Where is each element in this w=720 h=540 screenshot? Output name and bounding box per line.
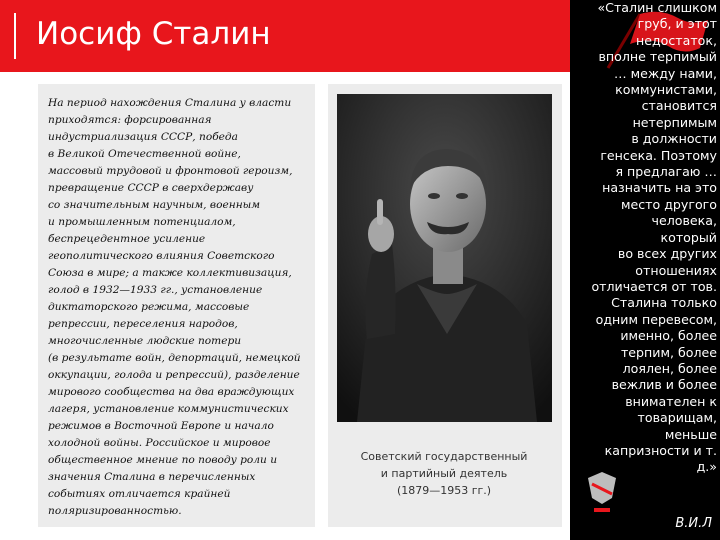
- banner-divider: [14, 13, 16, 59]
- quote-line: недостаток,: [635, 32, 717, 48]
- quote-line: назначить на это: [602, 180, 717, 196]
- bio-line: и промышленным потенциалом,: [48, 216, 236, 228]
- quote-line: становится: [641, 98, 717, 114]
- bio-line: в Великой Отечественной войне,: [48, 148, 241, 160]
- bio-text: [48, 95, 313, 520]
- caption-line: (1879—1953 гг.): [396, 484, 492, 497]
- bio-line: оккупации, голода и репрессий), разделение: [48, 369, 300, 381]
- bio-line: голод в 1932—1933 гг., установление: [48, 284, 263, 296]
- quote-line: человека,: [651, 213, 717, 229]
- quote-line: именно, более: [620, 328, 717, 344]
- quote-line: … между нами,: [614, 65, 717, 81]
- caption-line: и партийный деятель: [380, 467, 508, 480]
- bio-line: мирового сообщества на два враждующих: [48, 386, 295, 398]
- bio-line: приходятся: форсированная: [48, 114, 212, 126]
- bio-line: репрессии, переселения народов,: [48, 318, 238, 330]
- quote-line: отличается от тов.: [591, 278, 717, 294]
- quote-text: [573, 0, 717, 476]
- quote-author: В.И.Л: [675, 516, 712, 531]
- bio-line: многочисленные людские потери: [48, 335, 242, 347]
- quote-line: вежлив и более: [611, 377, 717, 393]
- bio-line: диктаторского режима, массовые: [48, 301, 250, 313]
- bio-line: На период нахождения Сталина у власти: [48, 97, 292, 109]
- bio-line: событиях отличается крайней: [48, 488, 231, 500]
- quote-line: терпим, более: [620, 344, 717, 360]
- bio-line: геополитического влияния Советского: [48, 250, 275, 262]
- portrait-photo: [337, 94, 552, 422]
- bio-line: лагеря, установление коммунистических: [48, 403, 289, 415]
- quote-line: я предлагаю …: [615, 164, 717, 180]
- bio-line: Союза в мире; а также коллективизация,: [48, 267, 292, 279]
- bio-line: превращение СССР в сверхдержаву: [48, 182, 254, 194]
- bio-line: (в результате войн, депортаций, немецкой: [48, 352, 301, 364]
- quote-line: в должности: [631, 131, 717, 147]
- quote-line: внимателен к: [625, 393, 717, 409]
- quote-line: «Сталин слишком: [597, 0, 717, 15]
- bio-line: значения Сталина в перечисленных: [48, 471, 256, 483]
- quote-line: груб, и этот: [637, 16, 717, 32]
- emblem-icon: [582, 470, 622, 520]
- quote-line: лоялен, более: [622, 360, 717, 376]
- quote-line: коммунистами,: [615, 82, 717, 98]
- quote-line: д.»: [696, 459, 717, 475]
- quote-line: Сталина только: [611, 295, 717, 311]
- quote-line: вполне терпимый: [598, 49, 717, 65]
- caption-line: Советский государственный: [360, 450, 528, 463]
- quote-line: отношениях: [635, 262, 717, 278]
- page-title: Иосиф Сталин: [36, 16, 271, 52]
- quote-line: который: [660, 229, 717, 245]
- bio-line: поляризированностью.: [48, 505, 182, 517]
- bio-line: общественное мнение по поводу роли и: [48, 454, 278, 466]
- quote-line: одним перевесом,: [595, 311, 717, 327]
- bio-line: массовый трудовой и фронтовой героизм,: [48, 165, 293, 177]
- portrait-illustration: [337, 94, 552, 422]
- quote-line: генсека. Поэтому: [600, 147, 717, 163]
- bio-line: беспрецедентное усиление: [48, 233, 206, 245]
- portrait-caption: [330, 448, 558, 499]
- quote-line: товарищам,: [637, 410, 717, 426]
- quote-line: во всех других: [617, 246, 717, 262]
- quote-line: нетерпимым: [632, 114, 717, 130]
- bio-line: холодной войны. Российское и мировое: [48, 437, 271, 449]
- quote-line: меньше: [664, 426, 717, 442]
- bio-line: режимов в Восточной Европе и начало: [48, 420, 274, 432]
- quote-line: место другого: [620, 196, 717, 212]
- quote-line: капризности и т.: [604, 442, 717, 458]
- bio-line: индустриализация СССР, победа: [48, 131, 238, 143]
- bio-line: со значительным научным, военным: [48, 199, 261, 211]
